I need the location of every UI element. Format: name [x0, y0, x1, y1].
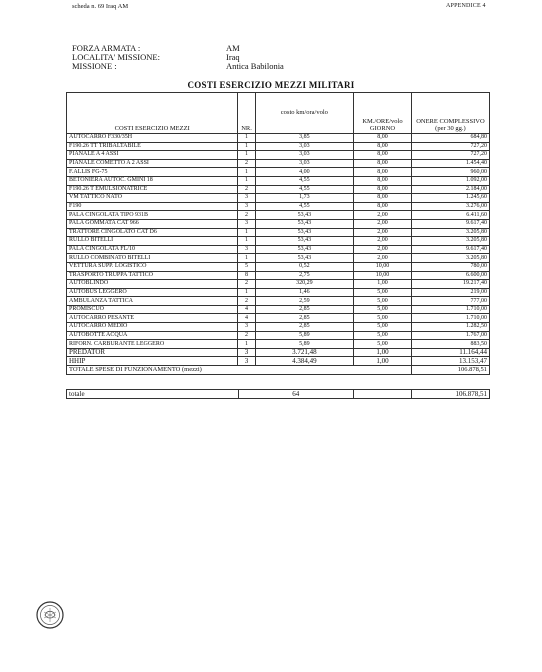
cell-onere: 19.217,40: [411, 280, 489, 289]
cell-costo: 0,52: [255, 262, 353, 271]
cell-costo: 53,43: [255, 254, 353, 263]
table-row: [67, 159, 490, 168]
cell-onere: 3.276,00: [411, 202, 489, 211]
cell-nr: 3: [238, 245, 255, 254]
table-row: [67, 245, 490, 254]
cell-km-giorno: 2,00: [354, 245, 412, 254]
cell-nr: 1: [238, 151, 255, 160]
cell-km-giorno: 8,00: [354, 194, 412, 203]
cell-nr: 1: [238, 254, 255, 263]
cell-onere: 1.245,60: [411, 194, 489, 203]
cell-costo: 1,46: [255, 288, 353, 297]
cell-km-giorno: 5,00: [354, 314, 412, 323]
cell-nr: 5: [238, 262, 255, 271]
cell-mezzo: AUTOBOTTE ACQUA: [67, 331, 238, 340]
cell-mezzo: RULLO COMBINATO BITELLI: [67, 254, 238, 263]
cell-km-giorno: 2,00: [354, 254, 412, 263]
cell-costo: 3.721,48: [255, 348, 353, 357]
cell-costo: 3,03: [255, 142, 353, 151]
cell-onere: 9.617,40: [411, 245, 489, 254]
cell-km-giorno: 5,00: [354, 323, 412, 332]
cell-nr: 1: [238, 228, 255, 237]
cell-costo: 4,55: [255, 202, 353, 211]
label-localita: LOCALITA' MISSIONE:: [72, 52, 160, 62]
cell-costo: 3,03: [255, 159, 353, 168]
cell-mezzo: HHIP: [67, 357, 238, 366]
table-row: [67, 194, 490, 203]
cell-mezzo: F190: [67, 202, 238, 211]
cell-onere: 780,00: [411, 262, 489, 271]
cell-nr: 1: [238, 134, 255, 143]
cell-costo: 53,43: [255, 237, 353, 246]
cell-onere: 960,00: [411, 168, 489, 177]
table-row: [67, 254, 490, 263]
table-row: [67, 297, 490, 306]
cell-costo: 3,85: [255, 134, 353, 143]
cell-onere: 3.205,80: [411, 254, 489, 263]
cell-mezzo: PIANALE A 4 ASSI: [67, 151, 238, 160]
cell-mezzo: TRATTORE CINGOLATO CAT D6: [67, 228, 238, 237]
cell-mezzo: F190.26 TT TRIBALTABILE: [67, 142, 238, 151]
cell-onere: 2.184,00: [411, 185, 489, 194]
cell-nr: 3: [238, 323, 255, 332]
cell-costo: 53,43: [255, 228, 353, 237]
table-row: [67, 176, 490, 185]
table-row: [67, 237, 490, 246]
table-row: [67, 168, 490, 177]
cell-nr: 2: [238, 185, 255, 194]
table-row: [67, 219, 490, 228]
cell-nr: 1: [238, 340, 255, 349]
cell-km-giorno: 2,00: [354, 237, 412, 246]
cell-mezzo: RIFORN. CARBURANTE LEGGERO: [67, 340, 238, 349]
cell-mezzo: BETONIERA AUTOC. GMINI 18: [67, 176, 238, 185]
cell-costo: 53,43: [255, 219, 353, 228]
table-row: [67, 142, 490, 151]
col-header-onere: ONERE COMPLESSIVO (per 30 gg.): [411, 93, 489, 134]
value-forza-armata: AM: [226, 43, 240, 53]
appendix-label: APPENDICE 4: [446, 3, 486, 9]
table-row: [67, 211, 490, 220]
totale-empty: [353, 390, 411, 399]
cell-onere: 1.767,00: [411, 331, 489, 340]
table-row: [67, 262, 490, 271]
cell-nr: 3: [238, 202, 255, 211]
table-row: [67, 271, 490, 280]
cell-nr: 4: [238, 305, 255, 314]
cell-km-giorno: 5,00: [354, 297, 412, 306]
cell-nr: 1: [238, 176, 255, 185]
cell-mezzo: VETTURA SUPP. LOGISTICO: [67, 262, 238, 271]
cell-km-giorno: 5,00: [354, 288, 412, 297]
col-header-mezzi: COSTI ESERCIZIO MEZZI: [67, 93, 238, 134]
cell-mezzo: AUTOBLINDO: [67, 280, 238, 289]
cell-costo: 4.384,49: [255, 357, 353, 366]
table-row: [67, 340, 490, 349]
cell-km-giorno: 5,00: [354, 340, 412, 349]
cell-mezzo: F.ALLIS FG-75: [67, 168, 238, 177]
table-row: [67, 202, 490, 211]
cell-mezzo: PALA CINGOLATA TIPO 931B: [67, 211, 238, 220]
cell-onere: 727,20: [411, 151, 489, 160]
table-row: [67, 305, 490, 314]
cell-nr: 2: [238, 211, 255, 220]
cell-km-giorno: 2,00: [354, 211, 412, 220]
cell-costo: 5,89: [255, 331, 353, 340]
cell-onere: 1.092,00: [411, 176, 489, 185]
cell-km-giorno: 2,00: [354, 219, 412, 228]
cell-km-giorno: 1,00: [354, 348, 412, 357]
table-row: [67, 357, 490, 366]
cell-nr: 2: [238, 280, 255, 289]
cell-nr: 1: [238, 237, 255, 246]
cell-mezzo: AUTOCARRO PESANTE: [67, 314, 238, 323]
cell-costo: 2,85: [255, 314, 353, 323]
totale-row: [67, 390, 490, 399]
seal-stamp-icon: [35, 600, 65, 630]
cell-mezzo: PALA CINGOLATA FL/10: [67, 245, 238, 254]
table-row: [67, 228, 490, 237]
cell-km-giorno: 5,00: [354, 305, 412, 314]
cell-onere: 6.411,60: [411, 211, 489, 220]
cell-onere: 11.164,44: [411, 348, 489, 357]
cell-km-giorno: 10,00: [354, 262, 412, 271]
totale-value: 106.878,51: [411, 390, 489, 399]
cell-mezzo: PROMISCUO: [67, 305, 238, 314]
cell-onere: 9.617,40: [411, 219, 489, 228]
table-row: [67, 280, 490, 289]
cell-costo: 2,59: [255, 297, 353, 306]
cell-onere: 3.205,80: [411, 228, 489, 237]
cell-onere: 727,20: [411, 142, 489, 151]
label-missione: MISSIONE :: [72, 61, 117, 71]
cell-mezzo: PIANALE COMETTO A 2 ASSI: [67, 159, 238, 168]
cell-costo: 3,03: [255, 151, 353, 160]
label-forza-armata: FORZA ARMATA :: [72, 43, 141, 53]
cell-mezzo: AUTOBUS LEGGERO: [67, 288, 238, 297]
cell-mezzo: AMBULANZA TATTICA: [67, 297, 238, 306]
cell-mezzo: F190.26 T EMULSIONATRICE: [67, 185, 238, 194]
cell-costo: 53,43: [255, 245, 353, 254]
table-header-row: [67, 93, 490, 134]
col-header-costo: costo km/ora/volo: [255, 93, 353, 134]
cell-onere: 3.205,80: [411, 237, 489, 246]
cell-nr: 1: [238, 168, 255, 177]
table-row: [67, 314, 490, 323]
cell-nr: 3: [238, 194, 255, 203]
cell-nr: 3: [238, 348, 255, 357]
cell-nr: 4: [238, 314, 255, 323]
cell-km-giorno: 8,00: [354, 159, 412, 168]
cell-costo: 4,55: [255, 185, 353, 194]
cell-km-giorno: 8,00: [354, 142, 412, 151]
info-values: [226, 44, 284, 71]
totale-count: 64: [238, 390, 353, 399]
cell-onere: 13.153,47: [411, 357, 489, 366]
cell-onere: 1.710,00: [411, 314, 489, 323]
cell-costo: 1,73: [255, 194, 353, 203]
col-header-km-giorno: KM./ORE/volo GIORNO: [354, 93, 412, 134]
cell-km-giorno: 8,00: [354, 202, 412, 211]
cell-onere: 777,00: [411, 297, 489, 306]
cell-costo: 320,29: [255, 280, 353, 289]
cell-onere: 6.600,00: [411, 271, 489, 280]
cell-onere: 1.282,50: [411, 323, 489, 332]
table-row: [67, 331, 490, 340]
cell-nr: 2: [238, 159, 255, 168]
table-row: [67, 288, 490, 297]
table-row: [67, 323, 490, 332]
value-localita: Iraq: [226, 52, 240, 62]
cell-mezzo: PREDATOR: [67, 348, 238, 357]
cell-costo: 4,00: [255, 168, 353, 177]
cell-costo: 53,43: [255, 211, 353, 220]
cell-onere: 219,00: [411, 288, 489, 297]
cell-km-giorno: 1,00: [354, 280, 412, 289]
cell-onere: 1.710,00: [411, 305, 489, 314]
cell-mezzo: AUTOCARRO MEDIO: [67, 323, 238, 332]
total-spese-row: [67, 366, 490, 375]
table-row: [67, 185, 490, 194]
cell-costo: 2,85: [255, 323, 353, 332]
cell-mezzo: TRASPORTO TRUPPA TATTICO: [67, 271, 238, 280]
cell-mezzo: PALA GOMMATA CAT 966: [67, 219, 238, 228]
cell-costo: 2,75: [255, 271, 353, 280]
total-spese-label: TOTALE SPESE DI FUNZIONAMENTO (mezzi): [67, 366, 412, 375]
total-spese-value: 106.878,51: [411, 366, 489, 375]
info-labels: [72, 44, 160, 71]
totale-table: [66, 389, 490, 399]
value-missione: Antica Babilonia: [226, 61, 284, 71]
cell-mezzo: AUTOCARRO F330/35H: [67, 134, 238, 143]
table-row: [67, 134, 490, 143]
cell-nr: 3: [238, 219, 255, 228]
cell-km-giorno: 8,00: [354, 151, 412, 160]
cell-onere: 684,80: [411, 134, 489, 143]
cell-nr: 1: [238, 142, 255, 151]
cell-nr: 2: [238, 297, 255, 306]
costs-table: [66, 92, 490, 375]
cell-onere: 1.454,40: [411, 159, 489, 168]
cell-costo: 4,55: [255, 176, 353, 185]
cell-km-giorno: 8,00: [354, 176, 412, 185]
cell-km-giorno: 2,00: [354, 228, 412, 237]
cell-km-giorno: 8,00: [354, 185, 412, 194]
cell-km-giorno: 8,00: [354, 134, 412, 143]
table-body: [67, 134, 490, 375]
cell-costo: 2,85: [255, 305, 353, 314]
cell-km-giorno: 8,00: [354, 168, 412, 177]
cell-nr: 3: [238, 357, 255, 366]
totale-label: totale: [67, 390, 239, 399]
scheda-header: scheda n. 69 Iraq AM: [72, 3, 129, 10]
table-row: [67, 348, 490, 357]
cell-nr: 1: [238, 288, 255, 297]
cell-mezzo: VM TATTICO NATO: [67, 194, 238, 203]
col-header-nr: NR.: [238, 93, 255, 134]
document-title: COSTI ESERCIZIO MEZZI MILITARI: [187, 80, 355, 90]
cell-nr: 8: [238, 271, 255, 280]
cell-km-giorno: 1,00: [354, 357, 412, 366]
cell-costo: 5,89: [255, 340, 353, 349]
cell-nr: 2: [238, 331, 255, 340]
cell-onere: 883,50: [411, 340, 489, 349]
cell-mezzo: RULLO BITELLI: [67, 237, 238, 246]
table-row: [67, 151, 490, 160]
cell-km-giorno: 5,00: [354, 331, 412, 340]
cell-km-giorno: 10,00: [354, 271, 412, 280]
